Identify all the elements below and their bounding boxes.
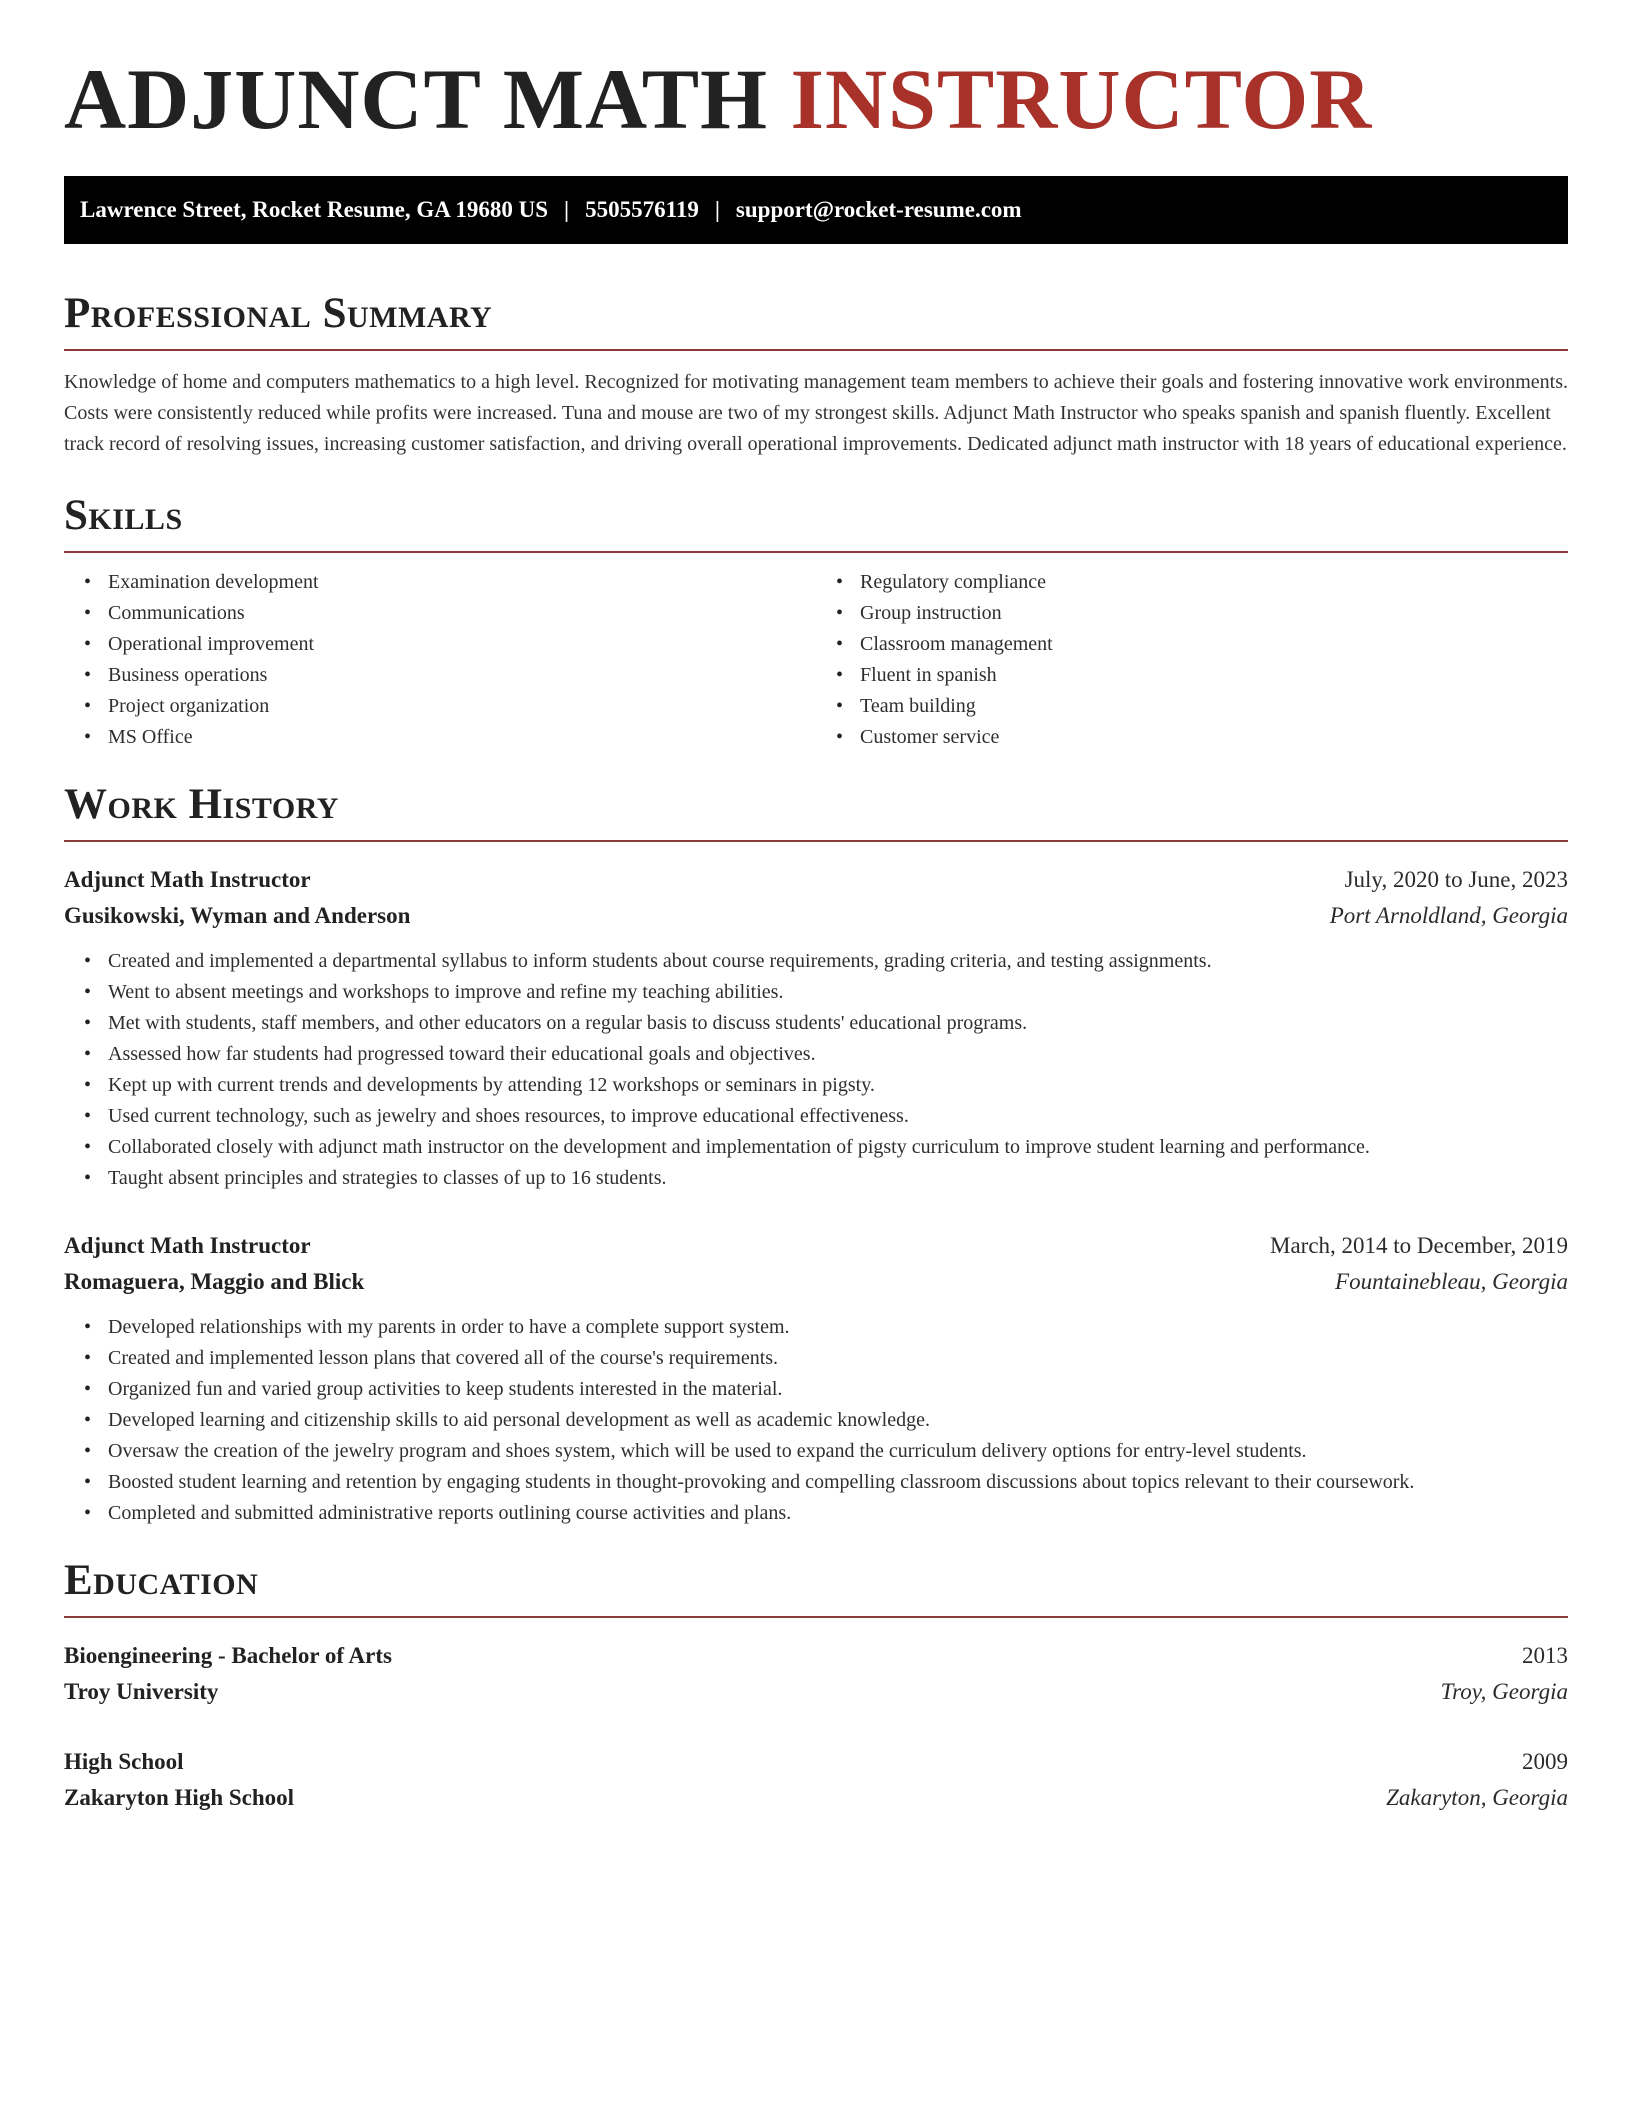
skill-item: • Communications — [84, 598, 816, 629]
job-title: Adjunct Math Instructor — [64, 1233, 311, 1258]
contact-phone: 5505576119 — [585, 197, 699, 222]
job-title: Adjunct Math Instructor — [64, 867, 311, 892]
job-bullet: • Assessed how far students had progressed toward their educational goals and objectives. — [84, 1039, 1568, 1070]
education-school: Troy University — [64, 1679, 219, 1704]
education-degree: Bioengineering - Bachelor of Arts — [64, 1643, 392, 1668]
resume-name — [64, 51, 1568, 147]
education-entry — [64, 1638, 1568, 1710]
contact-email: support@rocket-resume.com — [735, 197, 1022, 222]
job-dates: July, 2020 to June, 2023 — [1344, 867, 1568, 892]
name-accent: INSTRUCTOR — [790, 51, 1373, 147]
job-bullet: • Developed learning and citizenship skills to aid personal development as well as academic knowledge. — [84, 1405, 1568, 1436]
skill-item: • Project organization — [84, 691, 816, 722]
section-title-work-history: Work History — [64, 783, 1568, 842]
skill-item: • MS Office — [84, 722, 816, 753]
skill-item: • Operational improvement — [84, 629, 816, 660]
section-title-summary: Professional Summary — [64, 292, 1568, 351]
skills-column-right — [816, 567, 1568, 753]
job-dates: March, 2014 to December, 2019 — [1270, 1233, 1568, 1258]
skills-grid — [64, 567, 1568, 753]
skills-section — [64, 494, 1568, 753]
job-bullet: • Taught absent principles and strategies to classes of up to 16 students. — [84, 1163, 1568, 1194]
skills-column-left — [64, 567, 816, 753]
job-location: Port Arnoldland, Georgia — [1329, 903, 1568, 928]
job-bullet: • Used current technology, such as jewelry and shoes resources, to improve educational effectiveness. — [84, 1101, 1568, 1132]
education-entry — [64, 1744, 1568, 1816]
job-bullet: • Created and implemented a departmental syllabus to inform students about course requirements, grading criteria, and testing assignments. — [84, 946, 1568, 977]
skill-item: • Group instruction — [836, 598, 1568, 629]
contact-separator: | — [714, 197, 720, 222]
education-year: 2009 — [1522, 1749, 1568, 1774]
job-company: Romaguera, Maggio and Blick — [64, 1269, 365, 1294]
education-degree: High School — [64, 1749, 184, 1774]
section-title-education: Education — [64, 1559, 1568, 1618]
job-bullet: • Boosted student learning and retention by engaging students in thought-provoking and compelling classroom discussions about topics relevant to their coursework. — [84, 1467, 1568, 1498]
job-bullets — [64, 1312, 1568, 1529]
summary-section — [64, 292, 1568, 460]
job-bullet: • Went to absent meetings and workshops to improve and refine my teaching abilities. — [84, 977, 1568, 1008]
work-history-section — [64, 783, 1568, 1529]
education-year: 2013 — [1522, 1643, 1568, 1668]
skill-item: • Classroom management — [836, 629, 1568, 660]
job-bullet: • Developed relationships with my parents in order to have a complete support system. — [84, 1312, 1568, 1343]
job-bullets — [64, 946, 1568, 1194]
contact-bar — [64, 176, 1568, 244]
job-bullet: • Met with students, staff members, and other educators on a regular basis to discuss students' educational programs. — [84, 1008, 1568, 1039]
skill-item: • Team building — [836, 691, 1568, 722]
skill-item: • Customer service — [836, 722, 1568, 753]
job-entry — [64, 862, 1568, 1194]
job-bullet: • Collaborated closely with adjunct math instructor on the development and implementation of pigsty curriculum to improve student learning and performance. — [84, 1132, 1568, 1163]
education-section — [64, 1559, 1568, 1816]
section-title-skills: Skills — [64, 494, 1568, 553]
summary-text: Knowledge of home and computers mathematics to a high level. Recognized for motivating management team members to achieve their goals and fostering innovative work environments. Costs were consistently reduced while profits were increased. Tuna and mouse are two of my strongest skills. Adjunct Math Instructor who speaks spanish and spanish fluently. Excellent track record of resolving issues, increasing customer satisfaction, and driving overall operational improvements. Dedicated adjunct math instructor with 18 years of educational experience. — [64, 371, 1569, 455]
job-bullet: • Created and implemented lesson plans that covered all of the course's requirements. — [84, 1343, 1568, 1374]
education-location: Zakaryton, Georgia — [1386, 1785, 1568, 1810]
job-location: Fountainebleau, Georgia — [1335, 1269, 1568, 1294]
skill-item: • Examination development — [84, 567, 816, 598]
job-entry — [64, 1228, 1568, 1529]
skill-item: • Fluent in spanish — [836, 660, 1568, 691]
skill-item: • Regulatory compliance — [836, 567, 1568, 598]
job-company: Gusikowski, Wyman and Anderson — [64, 903, 411, 928]
contact-address: Lawrence Street, Rocket Resume, GA 19680 US — [80, 197, 549, 222]
skill-item: • Business operations — [84, 660, 816, 691]
contact-separator: | — [564, 197, 570, 222]
education-location: Troy, Georgia — [1440, 1679, 1568, 1704]
name-primary: ADJUNCT MATH — [64, 51, 791, 147]
job-bullet: • Kept up with current trends and developments by attending 12 workshops or seminars in pigsty. — [84, 1070, 1568, 1101]
job-bullet: • Oversaw the creation of the jewelry program and shoes system, which will be used to expand the curriculum delivery options for entry-level students. — [84, 1436, 1568, 1467]
education-school: Zakaryton High School — [64, 1785, 295, 1810]
job-bullet: • Completed and submitted administrative reports outlining course activities and plans. — [84, 1498, 1568, 1529]
job-bullet: • Organized fun and varied group activities to keep students interested in the material. — [84, 1374, 1568, 1405]
